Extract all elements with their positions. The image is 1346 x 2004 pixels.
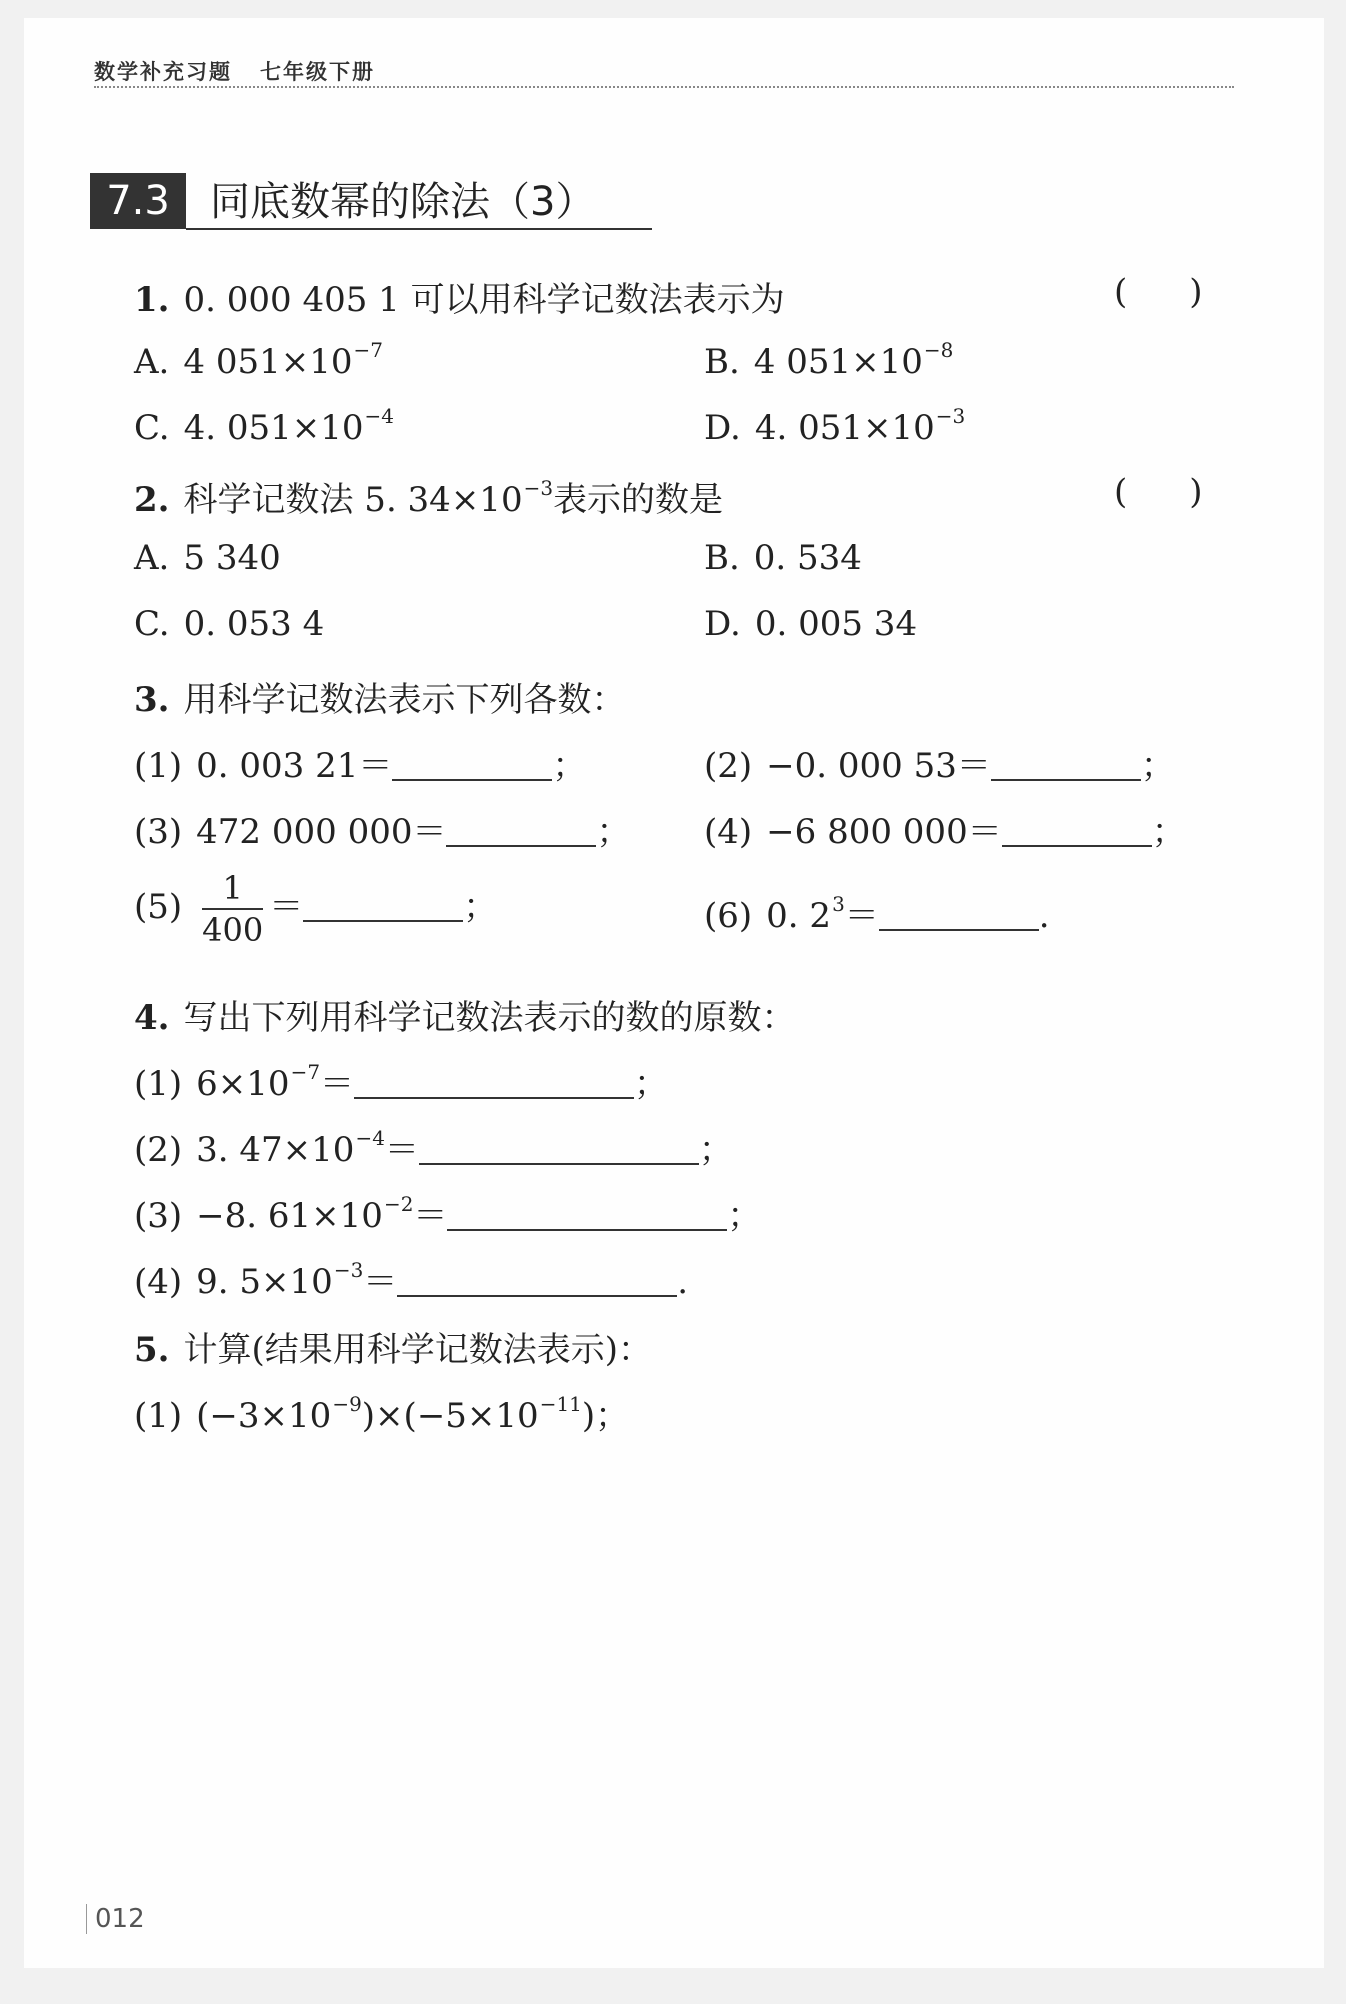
question-text: 写出下列用科学记数法表示的数的原数： [183,998,796,1038]
item-label: (4) [704,812,753,852]
sub-item-1 [134,1388,629,1437]
answer-blank[interactable] [303,910,463,922]
sub-item-5 [134,868,497,950]
item-end: ； [634,1064,669,1104]
numerator: 1 [202,868,263,910]
sub-item-1 [134,1056,668,1105]
page-number: 012 [86,1904,145,1934]
item-label: (3) [134,1196,183,1236]
sub-item-6 [704,888,1050,937]
option-value: 0. 005 34 [754,604,918,644]
item-end: ； [552,746,587,786]
item-expr: 472 000 000＝ [196,812,447,852]
item-label: (2) [704,746,753,786]
running-header [94,56,403,86]
item-end: ； [698,1130,733,1170]
exponent: −3 [333,1258,364,1282]
answer-blank[interactable] [879,919,1039,931]
item-label: (3) [134,812,183,852]
answer-paren-2[interactable] [1114,472,1203,512]
sub-item-3 [134,804,630,853]
section-underline [186,228,652,230]
item-end: . [1038,896,1050,936]
paren-open: ( [1114,272,1128,312]
item-end: ； [596,812,631,852]
answer-blank[interactable] [447,1219,727,1231]
answer-paren-1[interactable] [1114,272,1203,312]
question-number: 3. [134,680,170,720]
exponent: −3 [523,476,554,500]
equals-sign: ＝ [844,896,879,936]
option-value: 4. 051×10 [754,408,935,448]
sub-item-2 [704,738,1175,787]
option-value: 4. 051×10 [183,408,364,448]
question-text: 计算(结果用科学记数法表示)： [183,1330,653,1370]
exponent: −8 [923,338,954,362]
option-label: D. [704,408,741,448]
item-end: ； [463,887,498,927]
option-a[interactable] [134,538,281,578]
item-end: ； [727,1196,762,1236]
exponent: −4 [355,1126,385,1150]
item-label: (2) [134,1130,183,1170]
sub-item-2 [134,1122,733,1171]
item-end: ； [1151,812,1186,852]
item-expr: 0. 003 21＝ [196,746,393,786]
question-text: 科学记数法 5. 34×10 [183,480,523,520]
fraction [202,868,263,950]
option-d[interactable] [704,604,917,644]
answer-blank[interactable] [991,769,1141,781]
item-base: −8. 61×10 [196,1196,383,1236]
question-text: 0. 000 405 1 可以用科学记数法表示为 [183,280,785,320]
equals-sign: ＝ [413,1196,448,1236]
exponent: −3 [935,404,966,428]
item-label: (1) [134,1064,183,1104]
option-c[interactable] [134,404,394,448]
exponent: −11 [539,1392,582,1416]
section-title: 同底数幂的除法（3） [210,179,596,225]
option-value: 4 051×10 [753,342,923,382]
sub-item-1 [134,738,586,787]
option-b[interactable] [704,338,953,382]
item-end: . [677,1262,689,1302]
option-d[interactable] [704,404,965,448]
item-base: 0. 2 [766,896,832,936]
option-label: B. [704,538,740,578]
option-c[interactable] [134,604,324,644]
option-label: A. [134,538,170,578]
equals-sign: ＝ [269,887,304,927]
question-number: 4. [134,998,170,1038]
option-value: 0. 534 [753,538,862,578]
item-expr: −0. 000 53＝ [766,746,991,786]
expr-part: )； [581,1396,630,1436]
item-base: 9. 5×10 [196,1262,333,1302]
question-1 [134,272,785,321]
exponent: −7 [353,338,383,362]
option-value: 4 051×10 [183,342,353,382]
option-label: B. [704,342,740,382]
question-text: 用科学记数法表示下列各数： [183,680,626,720]
section-number: 7.3 [90,173,186,229]
answer-blank[interactable] [354,1087,634,1099]
item-label: (4) [134,1262,183,1302]
grade-label: 七年级下册 [260,60,375,84]
item-label: (1) [134,746,183,786]
equals-sign: ＝ [363,1262,398,1302]
item-base: 6×10 [196,1064,290,1104]
exponent: −2 [383,1192,414,1216]
sub-item-4 [134,1254,688,1303]
option-value: 5 340 [183,538,281,578]
option-value: 0. 053 4 [183,604,325,644]
item-base: 3. 47×10 [196,1130,355,1170]
expr-part: (−3×10 [196,1396,332,1436]
option-label: C. [134,408,170,448]
exponent: −4 [364,404,395,428]
item-end: ； [1140,746,1175,786]
sub-item-4 [704,804,1186,853]
paren-close: ) [1189,472,1203,512]
exponent: −7 [290,1060,321,1084]
question-number: 2. [134,480,170,520]
option-label: D. [704,604,741,644]
question-2 [134,472,723,521]
equals-sign: ＝ [320,1064,355,1104]
answer-blank[interactable] [446,835,596,847]
option-b[interactable] [704,538,862,578]
book-title: 数学补充习题 [94,60,232,84]
answer-blank[interactable] [392,769,552,781]
answer-blank[interactable] [419,1153,699,1165]
sub-item-3 [134,1188,761,1237]
question-5 [134,1322,652,1371]
denominator: 400 [202,911,264,949]
answer-blank[interactable] [1002,835,1152,847]
item-expr: −6 800 000＝ [766,812,1002,852]
header-divider [94,86,1234,88]
expr-part: )×(−5×10 [361,1396,539,1436]
paren-close: ) [1189,272,1203,312]
page [24,18,1324,1968]
question-number: 1. [134,280,170,320]
option-label: A. [134,342,170,382]
exponent: −9 [332,1392,362,1416]
item-label: (1) [134,1396,183,1436]
item-label: (6) [704,896,753,936]
option-a[interactable] [134,338,383,382]
equals-sign: ＝ [384,1130,419,1170]
question-4 [134,990,796,1039]
option-label: C. [134,604,170,644]
paren-open: ( [1114,472,1128,512]
exponent: 3 [832,892,845,916]
question-text-end: 表示的数是 [553,480,724,520]
question-3 [134,672,626,721]
answer-blank[interactable] [397,1285,677,1297]
item-label: (5) [134,887,183,927]
question-number: 5. [134,1330,170,1370]
